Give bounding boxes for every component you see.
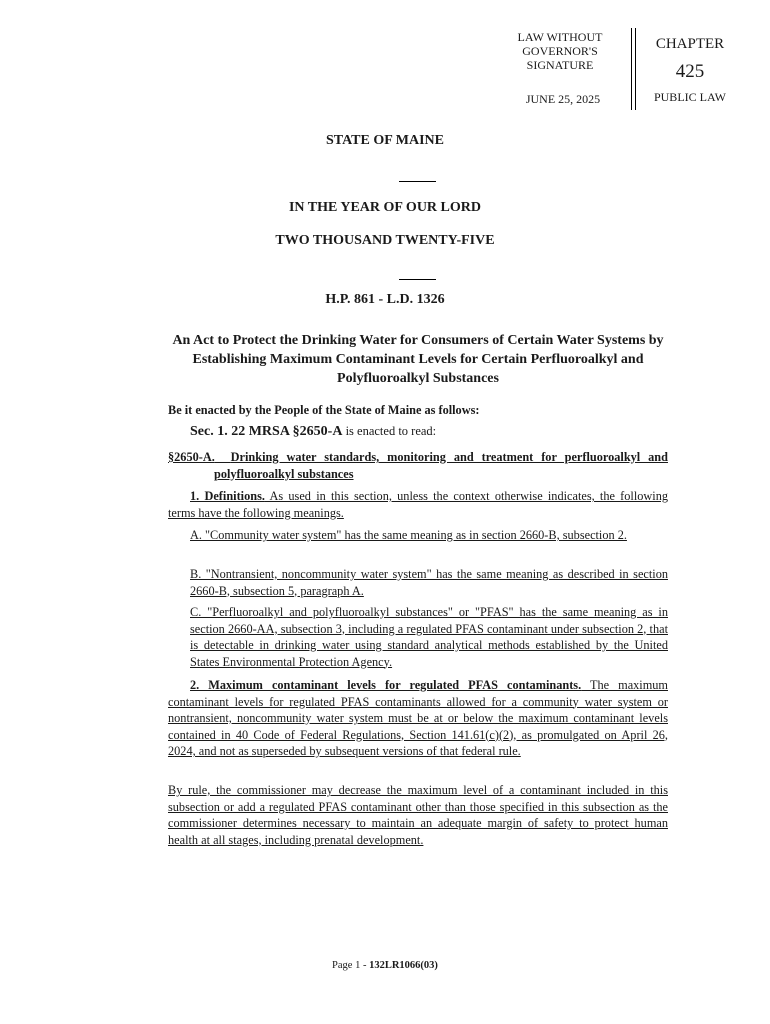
law-type: PUBLIC LAW <box>653 90 727 104</box>
section-label: Sec. 1. 22 MRSA §2650-A <box>190 424 343 439</box>
paragraph-C: C. "Perfluoroalkyl and polyfluoroalkyl substances" or "PFAS" has the same meaning as in section 2660-AA, subsection 3, including a regulated PFAS contaminant under subsection 2, that is detectable in drinking water using standard analytical methods established by the United States Environmental Protection Agency. <box>190 605 668 669</box>
divider-rule-2 <box>399 279 436 280</box>
header-divider-right <box>635 28 636 110</box>
law-status <box>500 30 620 72</box>
act-title: An Act to Protect the Drinking Water for Consumers of Certain Water Systems by Establishing Maximum Contaminant Levels for Certain Perfluoroalkyl and Polyfluoroalkyl Substances <box>172 333 664 386</box>
section-action: is enacted to read: <box>342 424 437 438</box>
chapter-label: CHAPTER <box>655 36 725 52</box>
subsection-2-paragraph-2: By rule, the commissioner may decrease the maximum level of a contaminant included in this subsection or add a regulated PFAS contaminant other than those specified in this subsection as the commissioner determines necessary to maintain an adequate margin of safety to protect human health at all stages, including prenatal development. <box>168 783 668 847</box>
year-line-1: IN THE YEAR OF OUR LORD <box>288 200 481 215</box>
year-line-2: TWO THOUSAND TWENTY-FIVE <box>275 233 495 248</box>
chapter-number: 425 <box>675 61 705 82</box>
header-divider-left <box>631 28 632 110</box>
footer-page: Page 1 - <box>332 960 370 971</box>
divider-rule-1 <box>399 181 436 182</box>
footer-doc-id: 132LR1066(03) <box>369 960 438 971</box>
subsection-2 <box>168 677 668 760</box>
subsection-2-text: The maximum contaminant levels for regulated PFAS contaminants allowed for a community water system or nontransient, noncommunity water system must be at or below the maximum contaminant levels contained in 40 Code of Federal Regulations, Section 141.61(c)(2), as promulgated on April 26, 2024, and not as superseded by subsequent versions of that federal rule. <box>168 678 668 758</box>
bill-number: H.P. 861 - L.D. 1326 <box>325 292 445 307</box>
law-status-line-2: GOVERNOR'S <box>522 44 598 58</box>
subsection-2-heading: 2. Maximum contaminant levels for regulated PFAS contaminants. <box>190 678 582 692</box>
subsection-1-heading: 1. Definitions. <box>190 489 265 503</box>
enacting-clause: Be it enacted by the People of the State of Maine as follows: <box>168 403 480 417</box>
law-date: JUNE 25, 2025 <box>525 92 601 106</box>
law-status-line-1: LAW WITHOUT <box>517 30 603 44</box>
subsection-1-text: As used in this section, unless the context otherwise indicates, the following terms have the following meanings. <box>168 489 668 520</box>
subsection-1 <box>168 488 668 521</box>
law-status-line-3: SIGNATURE <box>526 58 594 72</box>
state-heading: STATE OF MAINE <box>326 133 444 148</box>
statute-number: §2650-A. <box>168 450 215 464</box>
section-line <box>190 424 670 440</box>
paragraph-A: A. "Community water system" has the same meaning as in section 2660-B, subsection 2. <box>190 528 627 542</box>
page-footer <box>0 960 770 971</box>
statute-heading <box>168 449 668 482</box>
paragraph-B: B. "Nontransient, noncommunity water system" has the same meaning as described in section 2660-B, subsection 5, paragraph A. <box>190 567 668 598</box>
statute-title: Drinking water standards, monitoring and treatment for perfluoroalkyl and polyfluoroalkyl substances <box>214 450 668 481</box>
